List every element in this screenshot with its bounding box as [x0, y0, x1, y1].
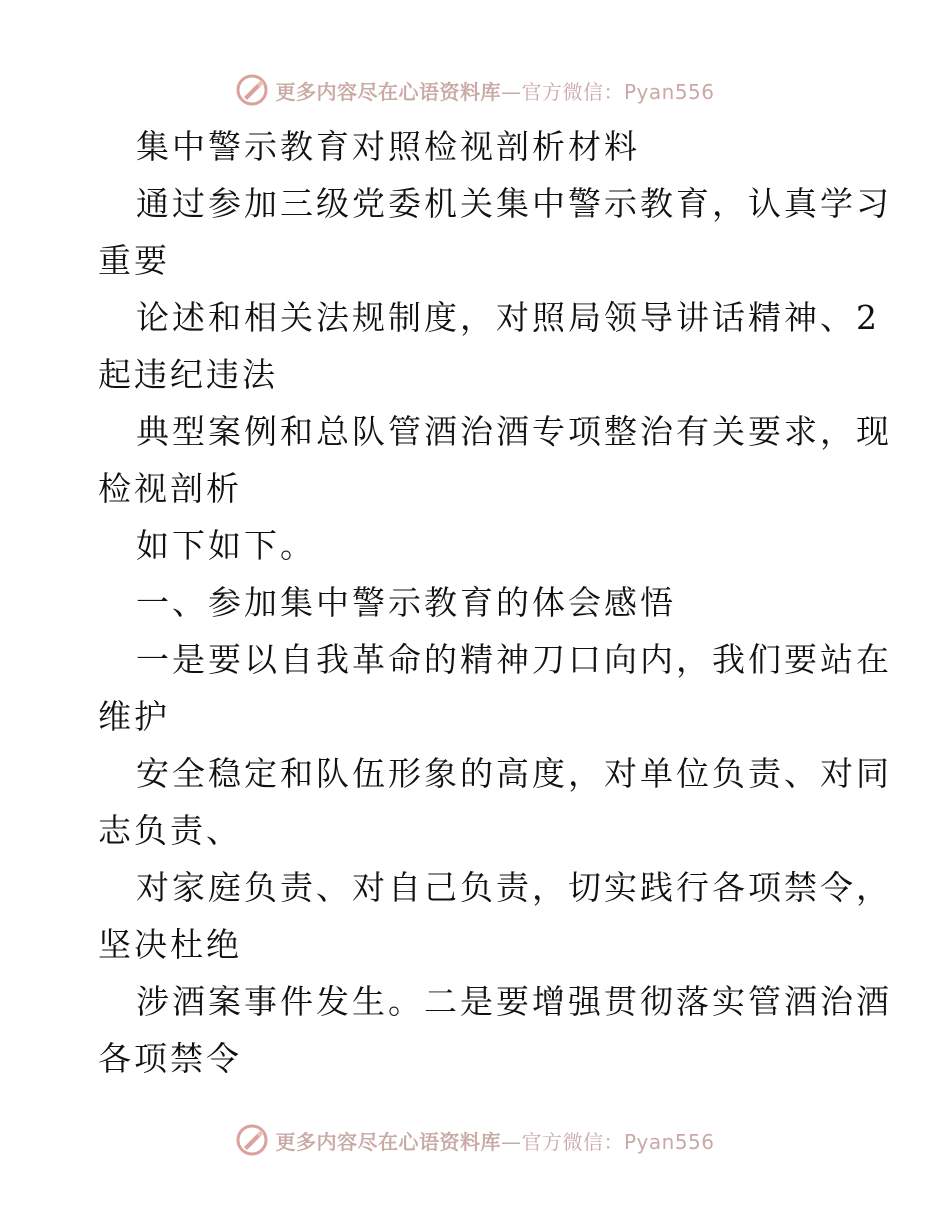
- text-line: 安全稳定和队伍形象的高度，对单位负责、对同: [136, 754, 892, 793]
- text-line: 如下如下。: [136, 526, 316, 565]
- text-line: 对家庭负责、对自己负责，切实践行各项禁令，: [136, 868, 892, 907]
- text-line: 涉酒案事件发生。二是要增强贯彻落实管酒治酒: [136, 982, 892, 1021]
- watermark-wechat-id: Pyan556: [623, 1129, 715, 1154]
- watermark-wechat-label: 官方微信：: [521, 79, 624, 104]
- text-line: 坚决杜绝: [98, 925, 242, 964]
- text-line: 通过参加三级党委机关集中警示教育，认真学习: [136, 184, 892, 223]
- text-line: 维护: [98, 697, 170, 736]
- watermark-wechat-label: 官方微信：: [521, 1129, 624, 1154]
- text-line: 志负责、: [98, 811, 242, 850]
- header-watermark: [0, 70, 950, 110]
- watermark-site: 更多内容尽在心语资料库: [275, 1129, 501, 1154]
- text-line: 一、参加集中警示教育的体会感悟: [136, 583, 676, 622]
- watermark-wechat-id: Pyan556: [623, 79, 715, 104]
- text-line: 论述和相关法规制度，对照局领导讲话精神、2: [136, 298, 880, 337]
- text-line: 各项禁令: [98, 1039, 242, 1078]
- pen-logo-icon: [235, 73, 269, 107]
- watermark-site: 更多内容尽在心语资料库: [275, 79, 501, 104]
- watermark-text: [275, 76, 714, 105]
- text-line: 重要: [98, 241, 170, 280]
- document-body: [98, 118, 892, 1087]
- pen-logo-icon: [235, 1123, 269, 1157]
- text-line: 起违纪违法: [98, 355, 278, 394]
- watermark-text: [275, 1126, 714, 1155]
- watermark-dash: —: [500, 79, 522, 104]
- footer-watermark: [0, 1120, 950, 1160]
- text-line: 集中警示教育对照检视剖析材料: [136, 127, 640, 166]
- text-line: 典型案例和总队管酒治酒专项整治有关要求，现: [136, 412, 892, 451]
- watermark-dash: —: [500, 1129, 522, 1154]
- text-line: 一是要以自我革命的精神刀口向内，我们要站在: [136, 640, 892, 679]
- text-line: 检视剖析: [98, 469, 242, 508]
